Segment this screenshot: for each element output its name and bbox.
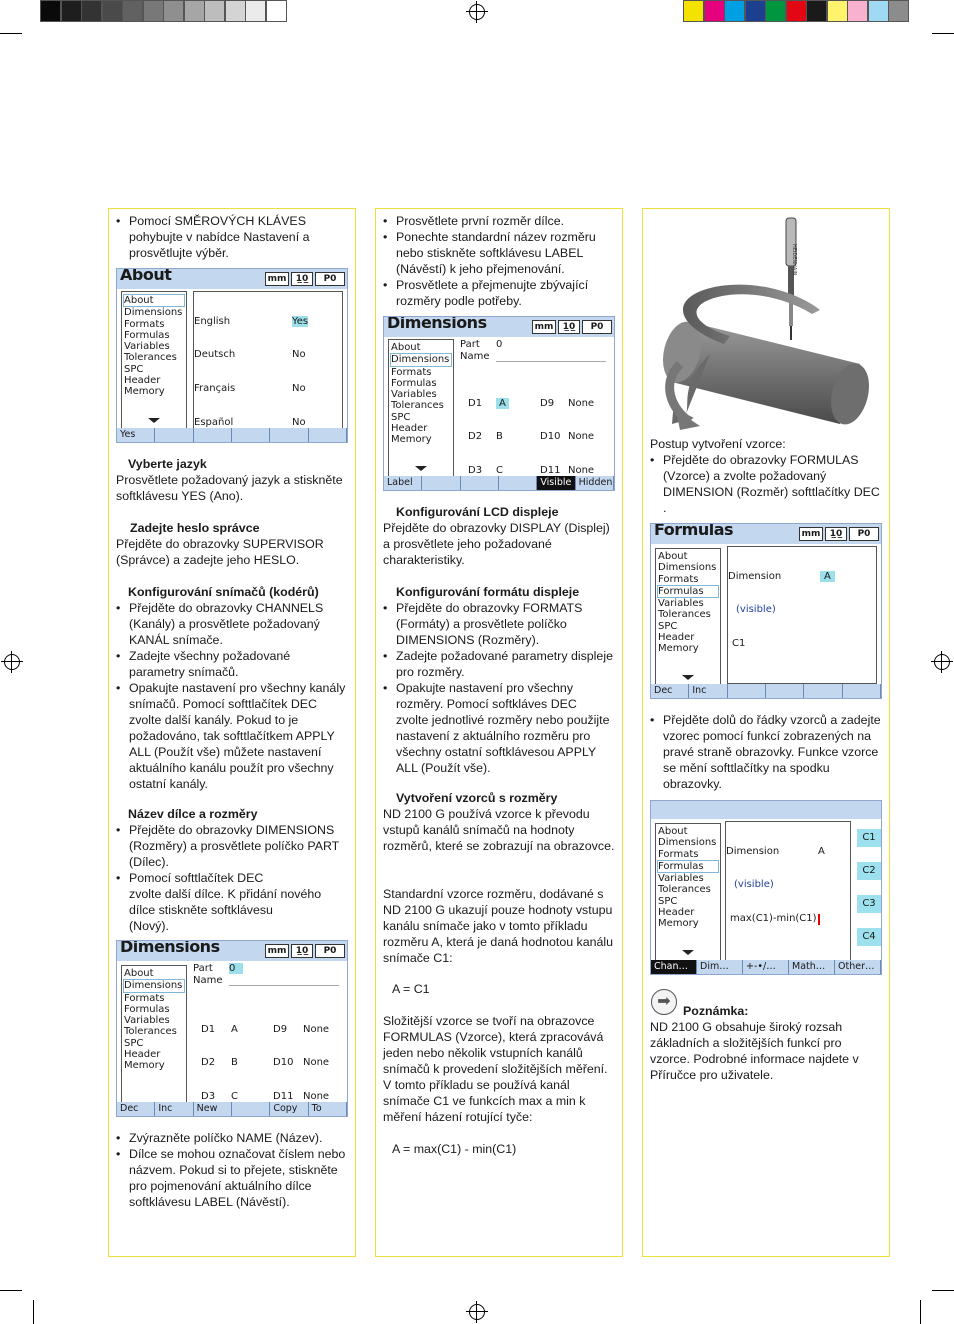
list-item: • Přejděte do obrazovky FORMULAS (Vzorce) a zvolte požadovaný DIMENSION (Rozměr) softtlačítky DEC . [650,452,882,516]
dimension-steps-list [383,213,617,309]
name-field[interactable] [229,975,339,986]
unit-indicator: mm [799,527,823,541]
gray-swatch [225,0,246,22]
menu-item[interactable]: Memory [124,1060,165,1072]
menu-item[interactable]: Dimensions [123,979,185,992]
scroll-down-icon[interactable] [682,675,694,680]
steps-intro: Postup vytvoření vzorce: [650,437,786,451]
encoder-list [116,600,373,792]
resolution-icon: 1̲0̲ [825,527,847,541]
softkey-bar [384,476,614,490]
menu-item[interactable]: Memory [124,386,165,398]
color-swatch [806,0,827,22]
menu-item[interactable]: Formulas [124,1003,170,1015]
menu-item[interactable]: Header [124,1049,161,1061]
softkey[interactable] [194,428,232,442]
menu-item[interactable]: Tolerances [124,352,177,364]
menu-item[interactable]: Variables [658,873,704,885]
part-field[interactable]: 0 [229,963,243,974]
softkey[interactable] [728,684,766,698]
pwd-text: Přejděte do obrazovky SUPERVISOR (Správce) a zadejte jeho HESLO. [116,537,324,567]
menu-item[interactable]: Formats [124,318,165,330]
menu-item[interactable]: SPC [658,620,678,632]
screen-title: Formulas [654,523,734,539]
menu-item[interactable]: Variables [658,598,704,610]
formula-line[interactable]: C1 [732,638,746,650]
gray-swatch [266,0,287,22]
lang-text: Prosvětlete požadovaný jazyk a stiskněte softklávesu YES (Ano). [116,473,343,503]
menu-item[interactable]: Variables [124,1015,170,1027]
crop-mark [920,1300,921,1324]
gray-swatch [122,0,143,22]
menu-item[interactable]: About [123,294,185,307]
list-item: • Pomocí softtlačítek DEC zvolte další dílce. K přidání nového dílce stiskněte softklávesu (Nový). [116,870,348,934]
formulas-screen [650,523,882,699]
color-swatch [765,0,786,22]
language-row[interactable]: Français No [194,383,306,395]
menu-item[interactable]: Memory [391,434,432,446]
softkey-inc[interactable]: Inc [155,1102,193,1116]
menu-item[interactable]: Tolerances [658,884,711,896]
list-item: • Dílce se mohou označovat číslem nebo názvem. Pokud si to přejete, stiskněte pro pojmenování aktuálního dílce softklávesu LABEL (Návěstí). [116,1146,348,1210]
menu-item[interactable]: Header [658,632,695,644]
color-swatch [868,0,889,22]
format-list [383,600,632,776]
menu-item[interactable]: About [658,551,688,562]
list-item: • Zadejte všechny požadované parametry snímačů. [116,648,348,680]
softkey-to[interactable]: To [309,1102,347,1116]
menu-item[interactable]: About [658,826,688,837]
softkey-bar [117,1102,347,1116]
dimension-list-left [468,375,538,491]
menu-item[interactable]: Formats [391,366,432,378]
crop-mark [0,1290,22,1291]
softkey-other[interactable]: Other… [835,960,881,974]
setup-menu[interactable] [121,965,187,1103]
color-swatch [786,0,807,22]
list-item: • Přejděte dolů do řádky vzorců a zadejte vzorec pomocí funkcí zobrazených na pravé straně obrazovky. Funkce vzorce se mění softtlačítky na spodku obrazovky. [650,712,882,792]
list-item: • Přejděte do obrazovky DIMENSIONS (Rozměry) a prosvětlete políčko PART (Dílec). [116,822,348,870]
crop-mark [932,1290,954,1291]
visibility-text: (visible) [734,879,774,891]
softkey[interactable] [843,684,881,698]
gray-swatch [184,0,205,22]
softkey[interactable] [309,428,347,442]
rotating-shaft-illustration [650,214,882,430]
unit-indicator: mm [265,272,289,286]
menu-item[interactable]: About [124,968,154,979]
dimension-row[interactable]: D3 C [201,1091,238,1103]
softkey-math[interactable]: Math… [789,960,835,974]
scroll-down-icon[interactable] [682,950,694,955]
dimension-row[interactable]: D1 A [201,1023,238,1035]
list-item: • Ponechte standardní název rozměru nebo stiskněte softklávesu LABEL (Návěstí) k jeho přejmenování. [383,229,617,277]
dimension-list-right [540,375,612,491]
menu-item[interactable]: SPC [124,363,144,375]
softkey-yes[interactable]: Yes [117,428,155,442]
menu-item[interactable]: Variables [391,389,437,401]
channel-c1-button[interactable]: C1 [857,829,881,847]
gray-swatch [102,0,123,22]
gray-swatch [204,0,225,22]
registration-mark-bottom [469,1304,485,1320]
part-heading: Název dílce a rozměry [128,807,258,821]
resolution-icon: 1̲0̲ [558,320,580,334]
softkey[interactable] [766,684,804,698]
list-item: • Přejděte do obrazovky FORMATS (Formáty) a prosvětlete políčko DIMENSIONS (Rozměry). [383,600,617,648]
dimension-row[interactable]: D2 B [468,431,503,443]
resolution-icon: 1̲0̲ [291,272,313,286]
preset-indicator: P0 [315,272,345,286]
steps-list [650,452,935,516]
formula-example-2: A = max(C1) - min(C1) [392,1142,517,1156]
formula-text-3: Složitější vzorce se tvoří na obrazovce FORMULAS (Vzorce), která zpracovává jeden nebo několik vstupních kanálů snímačů k provedení složitějších měření. V tomto příkladu se používá kanál snímače C1 ve funkcích max a min k měření házení rotující tyče: [383,1014,650,1124]
color-swatch [827,0,848,22]
menu-item[interactable]: SPC [124,1037,144,1049]
formula-editor [727,546,877,684]
menu-item[interactable]: Formulas [124,329,170,341]
list-item: • Prosvětlete a přejmenujte zbývající rozměry podle potřeby. [383,277,617,309]
menu-item[interactable]: Formats [658,573,699,585]
softkey-bar [651,960,881,974]
softkey-channels[interactable]: Chan… [651,960,697,974]
registration-mark-left [4,654,20,670]
preset-indicator: P0 [315,944,345,958]
softkey[interactable] [422,476,460,490]
menu-item[interactable]: Tolerances [124,1026,177,1038]
color-swatch [704,0,725,22]
menu-item[interactable]: Dimensions [390,353,452,366]
softkey-label[interactable]: Label [384,476,422,490]
function-list [650,712,882,792]
scroll-down-icon[interactable] [415,466,427,471]
menu-item[interactable]: Memory [658,643,699,655]
formula-example-1: A = C1 [392,982,430,996]
menu-item[interactable]: Dimensions [658,562,717,574]
shaft-icon [657,318,875,429]
menu-item[interactable]: About [391,342,421,353]
softkey-dec[interactable]: Dec [117,1102,155,1116]
dimension-row[interactable]: D3 C [468,465,503,477]
softkey[interactable] [232,428,270,442]
softkey[interactable] [232,1102,270,1116]
softkey-operators[interactable]: +-•/… [743,960,789,974]
menu-item[interactable]: Tolerances [391,400,444,412]
menu-item[interactable]: Header [124,375,161,387]
menu-item[interactable]: Memory [658,918,699,930]
menu-item[interactable]: Dimensions [124,307,183,319]
list-item: • Zvýrazněte políčko NAME (Název). [116,1130,348,1146]
format-heading: Konfigurování formátu displeje [396,585,580,599]
dimension-label: Dimension [726,845,780,857]
scroll-down-icon[interactable] [148,418,160,423]
dimension-row[interactable]: D10 None [273,1057,330,1069]
lang-heading: Vyberte jazyk [128,457,207,471]
language-row[interactable]: Deutsch No [194,349,306,361]
channel-c4-button[interactable]: C4 [857,928,881,946]
lcd-heading: Konfigurování LCD displeje [396,505,559,519]
channel-c2-button[interactable]: C2 [857,862,881,880]
crop-mark [932,33,954,34]
preset-indicator: P0 [582,320,612,334]
dimension-row[interactable]: D9 None [540,397,595,409]
gray-swatch [81,0,102,22]
menu-item[interactable]: Formats [658,848,699,860]
softkey-bar [651,684,881,698]
formula-line[interactable]: max(C1)-min(C1) [730,913,817,925]
dimensions-screen-part [116,940,348,1117]
dimension-selector[interactable]: A [818,845,825,857]
softkey-hidden[interactable]: Hidden [576,476,614,490]
registration-mark-top [469,4,485,20]
color-swatch [847,0,868,22]
softkey-copy[interactable]: Copy [270,1102,308,1116]
part-label: Part [460,339,480,350]
language-row[interactable]: English Yes [194,315,309,327]
color-swatch [745,0,766,22]
dimension-row[interactable]: D9 None [273,1023,330,1035]
gray-swatch [40,0,61,22]
menu-item[interactable]: Header [658,907,695,919]
about-screen [116,268,348,443]
menu-item[interactable]: Header [391,423,428,435]
note-arrow-icon: ➡ [651,989,677,1015]
softkey-dimensions[interactable]: Dim… [697,960,743,974]
softkey-new[interactable]: New [194,1102,232,1116]
note-heading: Poznámka: [683,1004,749,1018]
dimension-list-right [273,1001,345,1117]
menu-item[interactable]: Formats [124,992,165,1004]
crop-mark [0,33,22,34]
dimension-selector[interactable]: A [820,571,835,582]
lcd-text: Přejděte do obrazovky DISPLAY (Displej) a prosvětlete jeho požadované charakteristiky. [383,521,610,567]
name-label: Name [193,975,223,986]
visibility-text: (visible) [736,604,776,616]
pwd-heading: Zadejte heslo správce [130,521,260,535]
softkey[interactable] [270,428,308,442]
intro-item: • Pomocí SMĚROVÝCH KLÁVES pohybujte v nabídce Nastavení a prosvětlujte výběr. [116,213,346,261]
menu-item[interactable]: Dimensions [658,837,717,849]
gray-swatch [163,0,184,22]
list-item: • Přejděte do obrazovky CHANNELS (Kanály) a prosvětlete požadovaný KANÁL snímače. [116,600,348,648]
color-swatch [683,0,704,22]
screen-title: Dimensions [120,940,220,956]
part-list [116,822,348,934]
setup-menu[interactable] [655,548,721,686]
softkey[interactable] [461,476,499,490]
formula-text-2: Standardní vzorce rozměru, dodávané s ND 2100 G ukazují pouze hodnoty vstupu kanálu snímače jako v tomto příkladu rozměru A, která je daná hodnotou kanálu snímače C1: [383,887,614,965]
dimension-row[interactable]: D11 None [273,1091,330,1103]
menu-item[interactable]: Tolerances [658,609,711,621]
screen-title-bar [651,801,881,819]
menu-item[interactable]: Formulas [657,860,719,873]
softkey-dec[interactable]: Dec [651,684,689,698]
softkey[interactable] [499,476,537,490]
note-text: ND 2100 G obsahuje široký rozsah základních a složitějších funkcí pro vzorce. Podrobné informace najdete v Příručce pro uživatele. [650,1020,859,1082]
list-item: • Zadejte požadované parametry displeje pro rozměry. [383,648,617,680]
menu-item[interactable]: Variables [124,341,170,353]
probe-brand-label: HEIDENHAIN [791,244,797,276]
setup-menu[interactable] [121,291,187,429]
unit-indicator: mm [265,944,289,958]
registration-mark-right [934,654,950,670]
softkey-visible[interactable]: Visible [537,476,575,490]
gray-swatch [61,0,82,22]
dimension-row[interactable]: D2 B [201,1057,238,1069]
dimension-row[interactable]: D10 None [540,431,595,443]
list-item: • Opakujte nastavení pro všechny rozměry. Pomocí softkláves DEC zvolte jednotlivé rozměry nebo použijte nastavení z aktuálního rozměru pro všechny ostatní softklávesou APPLY ALL (Použít vše). [383,680,617,776]
channel-c3-button[interactable]: C3 [857,895,881,913]
dimensions-screen-label [383,316,615,491]
name-label: Name [460,351,490,362]
softkey[interactable] [804,684,842,698]
encoder-heading: Konfigurování snímačů (kodérů) [128,585,319,599]
name-field[interactable] [496,351,606,362]
dimension-list-left [201,1001,271,1117]
name-list [116,1130,348,1210]
formula-text-1: ND 2100 G používá vzorce k převodu vstupů kanálů snímačů na hodnoty rozměrů, které se zobrazují na obrazovce. [383,807,615,853]
preset-indicator: P0 [849,527,879,541]
dimension-row[interactable]: D11 None [540,465,595,477]
formula-editor [725,821,851,961]
gray-swatch [143,0,164,22]
menu-item[interactable]: Formulas [657,585,719,598]
softkey-bar [117,428,347,442]
softkey[interactable] [155,428,193,442]
menu-item[interactable]: SPC [391,411,411,423]
formulas-screen-functions [650,800,882,975]
gray-swatch [245,0,266,22]
menu-item[interactable]: SPC [658,895,678,907]
text-cursor [818,914,820,925]
setup-menu[interactable] [388,339,454,477]
language-row[interactable]: Español No [194,417,306,429]
list-item: • Prosvětlete první rozměr dílce. [383,213,617,229]
probe-icon [786,218,796,340]
softkey-inc[interactable]: Inc [689,684,727,698]
color-swatch [724,0,745,22]
crop-mark [33,1300,34,1324]
part-label: Part [193,963,213,974]
screen-title: About [120,268,172,284]
unit-indicator: mm [532,320,556,334]
color-swatch [888,0,909,22]
formula-heading: Vytvoření vzorců s rozměry [396,791,558,805]
dimension-label: Dimension [728,570,782,582]
setup-menu[interactable] [655,823,721,961]
part-field[interactable]: 0 [496,339,503,350]
resolution-icon: 1̲0̲ [291,944,313,958]
list-item: • Opakujte nastavení pro všechny kanály snímačů. Pomocí softtlačítek DEC zvolte další kanály. Pokud to je požadováno, tak softtlačítkem APPLY ALL (Použít vše) můžete nastavení aktuálního kanálu použít pro všechny ostatní kanály. [116,680,348,792]
screen-title: Dimensions [387,316,487,332]
menu-item[interactable]: Formulas [391,377,437,389]
intro-list [116,213,346,261]
dimension-row[interactable]: D1 A [468,398,538,409]
about-info [193,291,343,429]
